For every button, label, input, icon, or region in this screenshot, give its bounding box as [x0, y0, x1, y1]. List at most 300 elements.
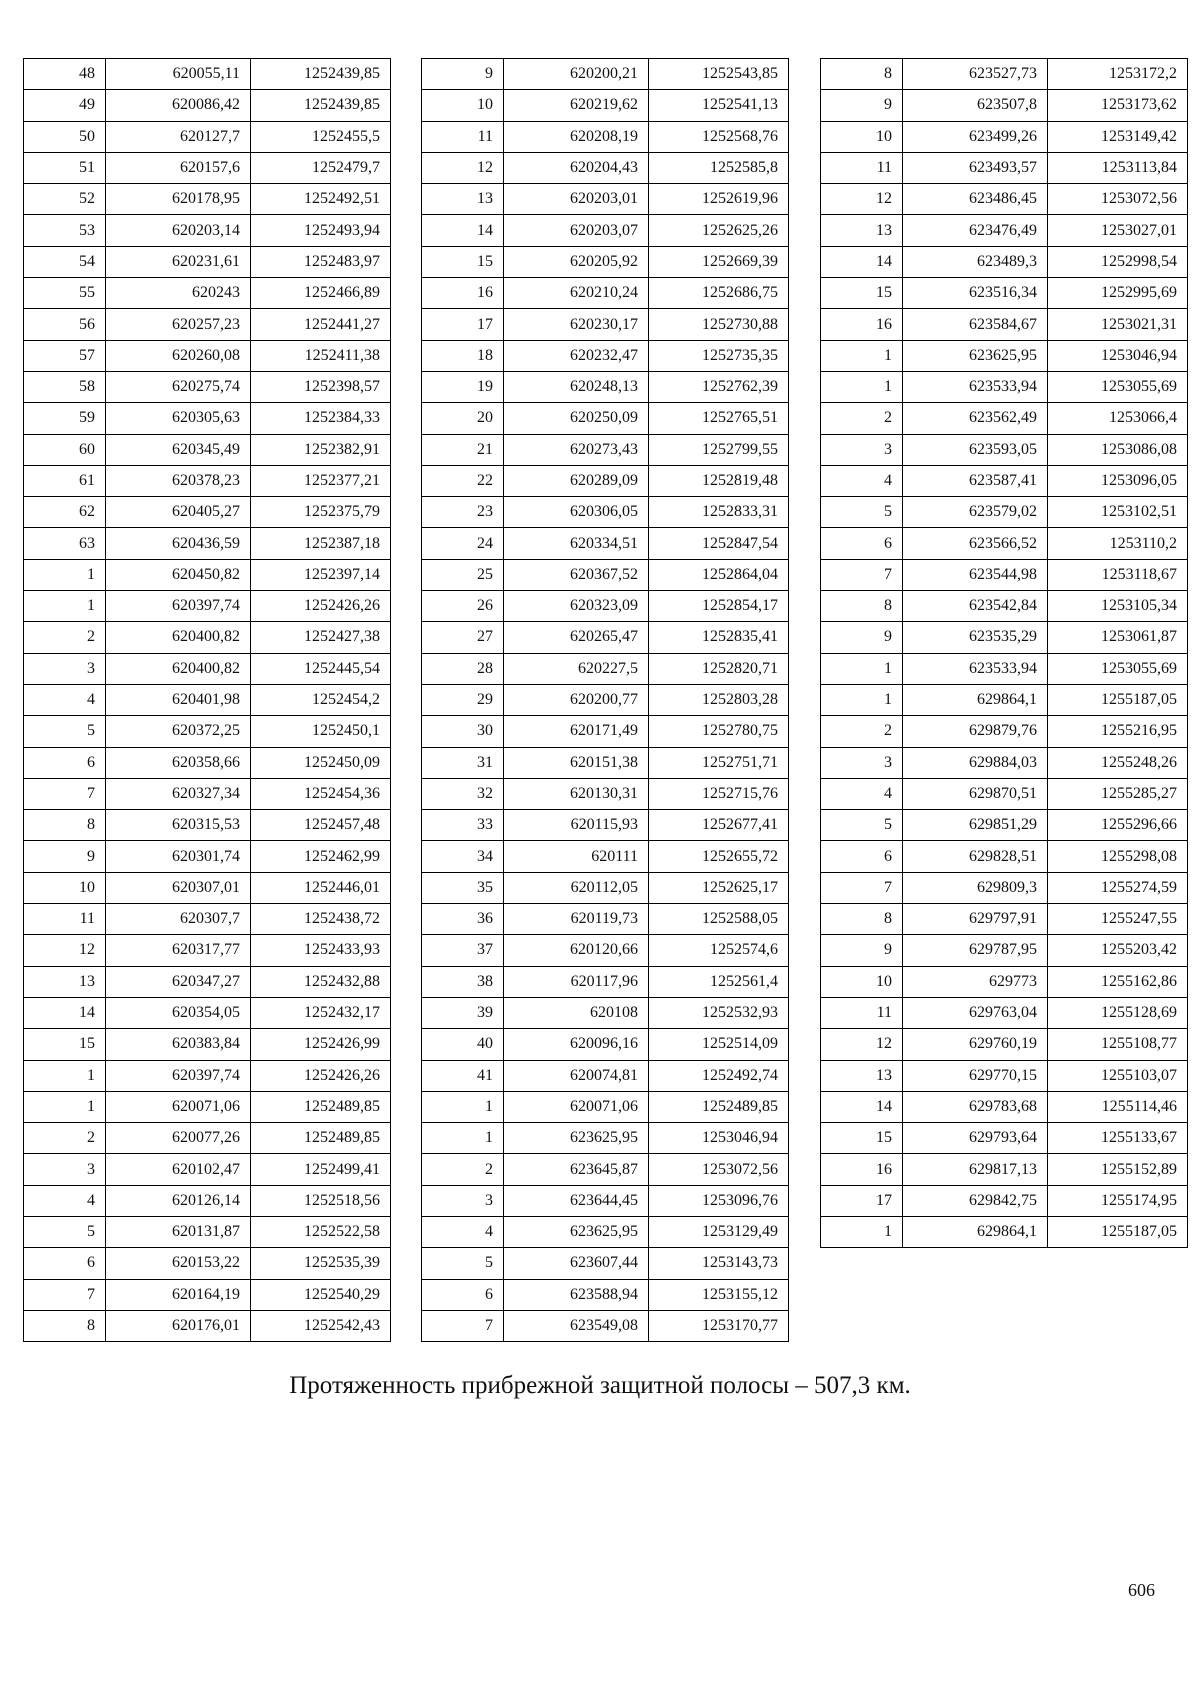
y-coordinate-cell: 1252432,17 — [251, 997, 391, 1028]
point-number-cell: 6 — [24, 1248, 106, 1279]
x-coordinate-cell: 620157,6 — [106, 152, 251, 183]
y-coordinate-cell: 1252833,31 — [649, 497, 789, 528]
y-coordinate-cell: 1252446,01 — [251, 872, 391, 903]
point-number-cell: 7 — [821, 559, 903, 590]
y-coordinate-cell: 1252543,85 — [649, 59, 789, 90]
x-coordinate-cell: 620117,96 — [504, 966, 649, 997]
x-coordinate-cell: 629770,15 — [903, 1060, 1048, 1091]
y-coordinate-cell: 1252819,48 — [649, 465, 789, 496]
table-row — [24, 872, 391, 903]
y-coordinate-cell: 1252585,8 — [649, 152, 789, 183]
table-row — [821, 810, 1188, 841]
x-coordinate-cell: 620305,63 — [106, 403, 251, 434]
point-number-cell: 4 — [422, 1216, 504, 1247]
table-row — [422, 747, 789, 778]
table-row — [24, 1060, 391, 1091]
table-row — [24, 371, 391, 402]
x-coordinate-cell: 620231,61 — [106, 246, 251, 277]
point-number-cell: 31 — [422, 747, 504, 778]
table-row — [422, 246, 789, 277]
y-coordinate-cell: 1252686,75 — [649, 278, 789, 309]
x-coordinate-cell: 620400,82 — [106, 653, 251, 684]
y-coordinate-cell: 1253102,51 — [1048, 497, 1188, 528]
x-coordinate-cell: 620301,74 — [106, 841, 251, 872]
x-coordinate-cell: 623579,02 — [903, 497, 1048, 528]
y-coordinate-cell: 1252426,99 — [251, 1029, 391, 1060]
table-row — [422, 1248, 789, 1279]
x-coordinate-cell: 620130,31 — [504, 778, 649, 809]
point-number-cell: 11 — [24, 904, 106, 935]
y-coordinate-cell: 1252489,85 — [649, 1091, 789, 1122]
table-row — [821, 966, 1188, 997]
x-coordinate-cell: 620077,26 — [106, 1123, 251, 1154]
table-row — [24, 434, 391, 465]
point-number-cell: 30 — [422, 716, 504, 747]
y-coordinate-cell: 1255216,95 — [1048, 716, 1188, 747]
table-row — [821, 59, 1188, 90]
x-coordinate-cell: 620401,98 — [106, 684, 251, 715]
y-coordinate-cell: 1252450,1 — [251, 716, 391, 747]
y-coordinate-cell: 1252619,96 — [649, 184, 789, 215]
point-number-cell: 63 — [24, 528, 106, 559]
point-number-cell: 18 — [422, 340, 504, 371]
point-number-cell: 40 — [422, 1029, 504, 1060]
table-row — [24, 904, 391, 935]
point-number-cell: 1 — [821, 340, 903, 371]
table-row — [422, 1029, 789, 1060]
table-row — [821, 716, 1188, 747]
y-coordinate-cell: 1255162,86 — [1048, 966, 1188, 997]
y-coordinate-cell: 1252514,09 — [649, 1029, 789, 1060]
point-number-cell: 13 — [821, 215, 903, 246]
y-coordinate-cell: 1252445,54 — [251, 653, 391, 684]
x-coordinate-cell: 620265,47 — [504, 622, 649, 653]
table-row — [24, 465, 391, 496]
table-row — [821, 371, 1188, 402]
y-coordinate-cell: 1255187,05 — [1048, 1216, 1188, 1247]
x-coordinate-cell: 623476,49 — [903, 215, 1048, 246]
x-coordinate-cell: 629864,1 — [903, 684, 1048, 715]
x-coordinate-cell: 620289,09 — [504, 465, 649, 496]
x-coordinate-cell: 620383,84 — [106, 1029, 251, 1060]
table-row — [821, 684, 1188, 715]
y-coordinate-cell: 1252432,88 — [251, 966, 391, 997]
table-row — [821, 1123, 1188, 1154]
y-coordinate-cell: 1252518,56 — [251, 1185, 391, 1216]
y-coordinate-cell: 1252522,58 — [251, 1216, 391, 1247]
table-row — [422, 59, 789, 90]
table-row — [821, 653, 1188, 684]
point-number-cell: 53 — [24, 215, 106, 246]
table-row — [821, 465, 1188, 496]
y-coordinate-cell: 1255187,05 — [1048, 684, 1188, 715]
point-number-cell: 3 — [24, 1154, 106, 1185]
y-coordinate-cell: 1253027,01 — [1048, 215, 1188, 246]
table-row — [422, 1154, 789, 1185]
point-number-cell: 10 — [24, 872, 106, 903]
y-coordinate-cell: 1252751,71 — [649, 747, 789, 778]
table-row — [24, 747, 391, 778]
x-coordinate-cell: 623645,87 — [504, 1154, 649, 1185]
point-number-cell: 23 — [422, 497, 504, 528]
table-row — [821, 872, 1188, 903]
table-row — [24, 1248, 391, 1279]
table-row — [821, 904, 1188, 935]
table-row — [422, 997, 789, 1028]
table-row — [422, 935, 789, 966]
x-coordinate-cell: 629783,68 — [903, 1091, 1048, 1122]
table-row — [24, 121, 391, 152]
page-number: 606 — [1128, 1580, 1155, 1600]
x-coordinate-cell: 623533,94 — [903, 371, 1048, 402]
table-row — [422, 1185, 789, 1216]
x-coordinate-cell: 620176,01 — [106, 1310, 251, 1341]
point-number-cell: 62 — [24, 497, 106, 528]
x-coordinate-cell: 629760,19 — [903, 1029, 1048, 1060]
x-coordinate-cell: 620203,07 — [504, 215, 649, 246]
x-coordinate-cell: 620275,74 — [106, 371, 251, 402]
y-coordinate-cell: 1255298,08 — [1048, 841, 1188, 872]
point-number-cell: 32 — [422, 778, 504, 809]
point-number-cell: 1 — [821, 1216, 903, 1247]
table-row — [24, 403, 391, 434]
y-coordinate-cell: 1252489,85 — [251, 1123, 391, 1154]
table-row — [422, 559, 789, 590]
point-number-cell: 19 — [422, 371, 504, 402]
x-coordinate-cell: 623625,95 — [504, 1216, 649, 1247]
table-row — [24, 997, 391, 1028]
point-number-cell: 17 — [821, 1185, 903, 1216]
x-coordinate-cell: 620219,62 — [504, 90, 649, 121]
point-number-cell: 41 — [422, 1060, 504, 1091]
x-coordinate-cell: 623486,45 — [903, 184, 1048, 215]
y-coordinate-cell: 1255103,07 — [1048, 1060, 1188, 1091]
x-coordinate-cell: 623584,67 — [903, 309, 1048, 340]
table-row — [821, 1185, 1188, 1216]
y-coordinate-cell: 1255128,69 — [1048, 997, 1188, 1028]
x-coordinate-cell: 623527,73 — [903, 59, 1048, 90]
y-coordinate-cell: 1253149,42 — [1048, 121, 1188, 152]
x-coordinate-cell: 620102,47 — [106, 1154, 251, 1185]
coordinate-table-3 — [820, 58, 1188, 1248]
table-row — [422, 716, 789, 747]
point-number-cell: 12 — [24, 935, 106, 966]
point-number-cell: 56 — [24, 309, 106, 340]
y-coordinate-cell: 1252426,26 — [251, 1060, 391, 1091]
table-row — [422, 591, 789, 622]
table-row — [24, 1123, 391, 1154]
table-row — [821, 340, 1188, 371]
table-row — [24, 1091, 391, 1122]
table-row — [24, 59, 391, 90]
table-row — [422, 966, 789, 997]
x-coordinate-cell: 620243 — [106, 278, 251, 309]
y-coordinate-cell: 1253021,31 — [1048, 309, 1188, 340]
point-number-cell: 61 — [24, 465, 106, 496]
point-number-cell: 14 — [821, 246, 903, 277]
y-coordinate-cell: 1255152,89 — [1048, 1154, 1188, 1185]
point-number-cell: 5 — [422, 1248, 504, 1279]
x-coordinate-cell: 629864,1 — [903, 1216, 1048, 1247]
y-coordinate-cell: 1255174,95 — [1048, 1185, 1188, 1216]
x-coordinate-cell: 620323,09 — [504, 591, 649, 622]
y-coordinate-cell: 1253055,69 — [1048, 371, 1188, 402]
x-coordinate-cell: 620315,53 — [106, 810, 251, 841]
x-coordinate-cell: 620171,49 — [504, 716, 649, 747]
point-number-cell: 27 — [422, 622, 504, 653]
y-coordinate-cell: 1252398,57 — [251, 371, 391, 402]
point-number-cell: 7 — [821, 872, 903, 903]
x-coordinate-cell: 620108 — [504, 997, 649, 1028]
x-coordinate-cell: 620273,43 — [504, 434, 649, 465]
x-coordinate-cell: 620151,38 — [504, 747, 649, 778]
point-number-cell: 12 — [821, 1029, 903, 1060]
y-coordinate-cell: 1252568,76 — [649, 121, 789, 152]
table-row — [821, 1029, 1188, 1060]
y-coordinate-cell: 1252669,39 — [649, 246, 789, 277]
x-coordinate-cell: 623625,95 — [903, 340, 1048, 371]
y-coordinate-cell: 1252715,76 — [649, 778, 789, 809]
point-number-cell: 1 — [24, 1091, 106, 1122]
table-row — [422, 622, 789, 653]
x-coordinate-cell: 629879,76 — [903, 716, 1048, 747]
x-coordinate-cell: 620248,13 — [504, 371, 649, 402]
x-coordinate-cell: 620178,95 — [106, 184, 251, 215]
y-coordinate-cell: 1252426,26 — [251, 591, 391, 622]
point-number-cell: 13 — [821, 1060, 903, 1091]
table-row — [422, 1091, 789, 1122]
table-row — [422, 278, 789, 309]
point-number-cell: 10 — [821, 966, 903, 997]
x-coordinate-cell: 623593,05 — [903, 434, 1048, 465]
y-coordinate-cell: 1253096,76 — [649, 1185, 789, 1216]
y-coordinate-cell: 1252457,48 — [251, 810, 391, 841]
point-number-cell: 16 — [422, 278, 504, 309]
table-row — [821, 184, 1188, 215]
x-coordinate-cell: 620119,73 — [504, 904, 649, 935]
x-coordinate-cell: 620347,27 — [106, 966, 251, 997]
table-row — [422, 403, 789, 434]
x-coordinate-cell: 620200,77 — [504, 684, 649, 715]
point-number-cell: 3 — [821, 434, 903, 465]
point-number-cell: 34 — [422, 841, 504, 872]
point-number-cell: 2 — [821, 403, 903, 434]
y-coordinate-cell: 1252377,21 — [251, 465, 391, 496]
point-number-cell: 57 — [24, 340, 106, 371]
x-coordinate-cell: 629809,3 — [903, 872, 1048, 903]
x-coordinate-cell: 623566,52 — [903, 528, 1048, 559]
table-row — [821, 1154, 1188, 1185]
x-coordinate-cell: 620127,7 — [106, 121, 251, 152]
y-coordinate-cell: 1252439,85 — [251, 90, 391, 121]
point-number-cell: 8 — [24, 810, 106, 841]
x-coordinate-cell: 629797,91 — [903, 904, 1048, 935]
table-row — [422, 1310, 789, 1341]
y-coordinate-cell: 1253096,05 — [1048, 465, 1188, 496]
point-number-cell: 15 — [821, 278, 903, 309]
y-coordinate-cell: 1252677,41 — [649, 810, 789, 841]
table-row — [422, 528, 789, 559]
x-coordinate-cell: 623493,57 — [903, 152, 1048, 183]
y-coordinate-cell: 1253113,84 — [1048, 152, 1188, 183]
x-coordinate-cell: 620208,19 — [504, 121, 649, 152]
x-coordinate-cell: 623625,95 — [504, 1123, 649, 1154]
point-number-cell: 7 — [24, 778, 106, 809]
point-number-cell: 59 — [24, 403, 106, 434]
y-coordinate-cell: 1252493,94 — [251, 215, 391, 246]
y-coordinate-cell: 1252835,41 — [649, 622, 789, 653]
x-coordinate-cell: 620164,19 — [106, 1279, 251, 1310]
y-coordinate-cell: 1255133,67 — [1048, 1123, 1188, 1154]
table-row — [422, 904, 789, 935]
y-coordinate-cell: 1252492,74 — [649, 1060, 789, 1091]
y-coordinate-cell: 1252854,17 — [649, 591, 789, 622]
x-coordinate-cell: 620436,59 — [106, 528, 251, 559]
x-coordinate-cell: 620257,23 — [106, 309, 251, 340]
table-row — [24, 1029, 391, 1060]
y-coordinate-cell: 1253046,94 — [649, 1123, 789, 1154]
x-coordinate-cell: 620372,25 — [106, 716, 251, 747]
y-coordinate-cell: 1255108,77 — [1048, 1029, 1188, 1060]
point-number-cell: 51 — [24, 152, 106, 183]
x-coordinate-cell: 620232,47 — [504, 340, 649, 371]
point-number-cell: 39 — [422, 997, 504, 1028]
point-number-cell: 7 — [422, 1310, 504, 1341]
table-row — [24, 559, 391, 590]
point-number-cell: 16 — [821, 1154, 903, 1185]
y-coordinate-cell: 1252730,88 — [649, 309, 789, 340]
x-coordinate-cell: 620307,01 — [106, 872, 251, 903]
point-number-cell: 1 — [422, 1091, 504, 1122]
point-number-cell: 21 — [422, 434, 504, 465]
y-coordinate-cell: 1252499,41 — [251, 1154, 391, 1185]
x-coordinate-cell: 629828,51 — [903, 841, 1048, 872]
x-coordinate-cell: 620450,82 — [106, 559, 251, 590]
y-coordinate-cell: 1253129,49 — [649, 1216, 789, 1247]
point-number-cell: 38 — [422, 966, 504, 997]
point-number-cell: 4 — [821, 778, 903, 809]
point-number-cell: 3 — [821, 747, 903, 778]
table-row — [422, 684, 789, 715]
point-number-cell: 15 — [24, 1029, 106, 1060]
x-coordinate-cell: 620112,05 — [504, 872, 649, 903]
point-number-cell: 12 — [422, 152, 504, 183]
table-row — [24, 1279, 391, 1310]
y-coordinate-cell: 1252382,91 — [251, 434, 391, 465]
table-row — [24, 215, 391, 246]
y-coordinate-cell: 1252574,6 — [649, 935, 789, 966]
table-row — [821, 591, 1188, 622]
point-number-cell: 8 — [821, 59, 903, 90]
point-number-cell: 9 — [821, 90, 903, 121]
table-row — [422, 1123, 789, 1154]
y-coordinate-cell: 1253143,73 — [649, 1248, 789, 1279]
y-coordinate-cell: 1255114,46 — [1048, 1091, 1188, 1122]
table-row — [821, 747, 1188, 778]
table-row — [422, 872, 789, 903]
x-coordinate-cell: 620153,22 — [106, 1248, 251, 1279]
x-coordinate-cell: 620055,11 — [106, 59, 251, 90]
table-row — [422, 121, 789, 152]
y-coordinate-cell: 1253072,56 — [649, 1154, 789, 1185]
x-coordinate-cell: 623516,34 — [903, 278, 1048, 309]
y-coordinate-cell: 1252454,2 — [251, 684, 391, 715]
y-coordinate-cell: 1252462,99 — [251, 841, 391, 872]
x-coordinate-cell: 620227,5 — [504, 653, 649, 684]
table-row — [24, 1216, 391, 1247]
x-coordinate-cell: 620306,05 — [504, 497, 649, 528]
coordinate-table-2 — [421, 58, 789, 1342]
y-coordinate-cell: 1255247,55 — [1048, 904, 1188, 935]
point-number-cell: 50 — [24, 121, 106, 152]
point-number-cell: 16 — [821, 309, 903, 340]
table-row — [821, 278, 1188, 309]
y-coordinate-cell: 1255274,59 — [1048, 872, 1188, 903]
x-coordinate-cell: 629870,51 — [903, 778, 1048, 809]
point-number-cell: 9 — [821, 935, 903, 966]
point-number-cell: 52 — [24, 184, 106, 215]
point-number-cell: 36 — [422, 904, 504, 935]
point-number-cell: 4 — [24, 1185, 106, 1216]
x-coordinate-cell: 620334,51 — [504, 528, 649, 559]
table-row — [24, 1310, 391, 1341]
y-coordinate-cell: 1252799,55 — [649, 434, 789, 465]
point-number-cell: 54 — [24, 246, 106, 277]
y-coordinate-cell: 1253155,12 — [649, 1279, 789, 1310]
point-number-cell: 14 — [24, 997, 106, 1028]
point-number-cell: 8 — [821, 591, 903, 622]
x-coordinate-cell: 620367,52 — [504, 559, 649, 590]
y-coordinate-cell: 1252492,51 — [251, 184, 391, 215]
point-number-cell: 1 — [821, 684, 903, 715]
point-number-cell: 9 — [24, 841, 106, 872]
point-number-cell: 12 — [821, 184, 903, 215]
x-coordinate-cell: 623549,08 — [504, 1310, 649, 1341]
point-number-cell: 14 — [422, 215, 504, 246]
point-number-cell: 1 — [24, 1060, 106, 1091]
x-coordinate-cell: 623587,41 — [903, 465, 1048, 496]
table-row — [24, 935, 391, 966]
point-number-cell: 1 — [24, 591, 106, 622]
table-row — [821, 622, 1188, 653]
table-row — [24, 591, 391, 622]
table-row — [821, 215, 1188, 246]
point-number-cell: 55 — [24, 278, 106, 309]
y-coordinate-cell: 1253046,94 — [1048, 340, 1188, 371]
table-row — [821, 1216, 1188, 1247]
y-coordinate-cell: 1252864,04 — [649, 559, 789, 590]
x-coordinate-cell: 620115,93 — [504, 810, 649, 841]
y-coordinate-cell: 1252625,26 — [649, 215, 789, 246]
table-row — [821, 90, 1188, 121]
table-row — [24, 653, 391, 684]
x-coordinate-cell: 620250,09 — [504, 403, 649, 434]
table-row — [422, 340, 789, 371]
table-row — [422, 152, 789, 183]
point-number-cell: 10 — [821, 121, 903, 152]
x-coordinate-cell: 620378,23 — [106, 465, 251, 496]
table-row — [422, 1279, 789, 1310]
point-number-cell: 49 — [24, 90, 106, 121]
table-row — [821, 528, 1188, 559]
y-coordinate-cell: 1252441,27 — [251, 309, 391, 340]
point-number-cell: 1 — [821, 653, 903, 684]
point-number-cell: 2 — [24, 1123, 106, 1154]
table-row — [24, 309, 391, 340]
table-row — [821, 309, 1188, 340]
x-coordinate-cell: 620131,87 — [106, 1216, 251, 1247]
point-number-cell: 11 — [821, 997, 903, 1028]
